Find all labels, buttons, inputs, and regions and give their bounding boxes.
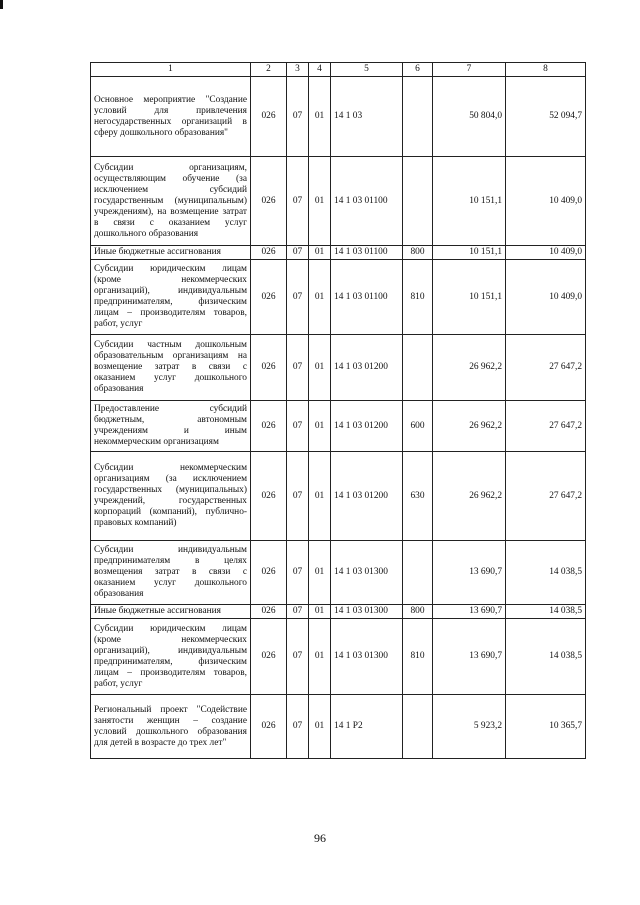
description-cell: Основное мероприятие "Создание условий для привлечения негосударственных организаций в сферу дошкольного образования" [91, 77, 251, 157]
amount-cell: 50 804,0 [433, 77, 506, 157]
admin-code-cell: 026 [251, 260, 287, 335]
amount-cell: 10 151,1 [433, 260, 506, 335]
amount-cell: 10 409,0 [506, 246, 586, 260]
amount-cell: 14 038,5 [506, 541, 586, 605]
amount-cell: 13 690,7 [433, 605, 506, 619]
budget-table [90, 62, 586, 759]
description-cell: Субсидии индивидуальным предпринимателям в целях возмещения затрат в связи с оказанием услуг дошкольного образования [91, 541, 251, 605]
page-number: 96 [314, 831, 326, 845]
description-cell: Субсидии юридическим лицам (кроме некоммерческих организаций), индивидуальным предпринимателям, физическим лицам – производителям товаров, работ, услуг [91, 260, 251, 335]
expense-type-cell [403, 77, 433, 157]
section-cell: 07 [287, 157, 309, 246]
table-row [91, 619, 586, 695]
subsection-cell: 01 [309, 695, 331, 759]
table-row [91, 77, 586, 157]
target-article-cell: 14 1 03 01100 [331, 246, 403, 260]
subsection-cell: 01 [309, 246, 331, 260]
amount-cell: 14 038,5 [506, 619, 586, 695]
table-row [91, 452, 586, 541]
header-cell: 3 [287, 63, 309, 77]
admin-code-cell: 026 [251, 541, 287, 605]
subsection-cell: 01 [309, 452, 331, 541]
amount-cell: 14 038,5 [506, 605, 586, 619]
admin-code-cell: 026 [251, 246, 287, 260]
admin-code-cell: 026 [251, 335, 287, 401]
target-article-cell: 14 1 03 01300 [331, 605, 403, 619]
section-cell: 07 [287, 541, 309, 605]
target-article-cell: 14 1 03 01100 [331, 260, 403, 335]
amount-cell: 10 365,7 [506, 695, 586, 759]
amount-cell: 10 151,1 [433, 157, 506, 246]
target-article-cell: 14 1 03 [331, 77, 403, 157]
expense-type-cell: 800 [403, 605, 433, 619]
subsection-cell: 01 [309, 335, 331, 401]
header-cell: 2 [251, 63, 287, 77]
table-row [91, 157, 586, 246]
section-cell: 07 [287, 619, 309, 695]
section-cell: 07 [287, 605, 309, 619]
amount-cell: 27 647,2 [506, 452, 586, 541]
section-cell: 07 [287, 335, 309, 401]
expense-type-cell [403, 335, 433, 401]
admin-code-cell: 026 [251, 619, 287, 695]
target-article-cell: 14 1 03 01300 [331, 541, 403, 605]
amount-cell: 27 647,2 [506, 335, 586, 401]
table-row [91, 335, 586, 401]
amount-cell: 26 962,2 [433, 401, 506, 452]
expense-type-cell [403, 541, 433, 605]
admin-code-cell: 026 [251, 77, 287, 157]
description-cell: Иные бюджетные ассигнования [91, 605, 251, 619]
amount-cell: 27 647,2 [506, 401, 586, 452]
header-cell: 1 [91, 63, 251, 77]
description-cell: Иные бюджетные ассигнования [91, 246, 251, 260]
expense-type-cell: 600 [403, 401, 433, 452]
expense-type-cell: 800 [403, 246, 433, 260]
section-cell: 07 [287, 695, 309, 759]
admin-code-cell: 026 [251, 401, 287, 452]
section-cell: 07 [287, 401, 309, 452]
expense-type-cell [403, 157, 433, 246]
subsection-cell: 01 [309, 541, 331, 605]
table-row [91, 401, 586, 452]
description-cell: Региональный проект "Содействие занятости женщин – создание условий дошкольного образования для детей в возрасте до трех лет" [91, 695, 251, 759]
header-cell: 8 [506, 63, 586, 77]
target-article-cell: 14 1 03 01200 [331, 335, 403, 401]
table-row [91, 541, 586, 605]
amount-cell: 13 690,7 [433, 619, 506, 695]
table-row [91, 260, 586, 335]
description-cell: Субсидии организациям, осуществляющим обучение (за исключением субсидий государственным (муниципальным) учреждениям), на возмещение затрат в связи с оказанием услуг дошкольного образования [91, 157, 251, 246]
amount-cell: 10 409,0 [506, 260, 586, 335]
header-cell: 6 [403, 63, 433, 77]
table-row [91, 605, 586, 619]
admin-code-cell: 026 [251, 157, 287, 246]
section-cell: 07 [287, 452, 309, 541]
section-cell: 07 [287, 77, 309, 157]
amount-cell: 26 962,2 [433, 452, 506, 541]
section-cell: 07 [287, 260, 309, 335]
admin-code-cell: 026 [251, 695, 287, 759]
description-cell: Субсидии некоммерческим организациям (за исключением государственных (муниципальных) учреждений, государственных корпораций (компаний), публично-правовых компаний) [91, 452, 251, 541]
description-cell: Субсидии частным дошкольным образовательным организациям на возмещение затрат в связи с оказанием услуг дошкольного образования [91, 335, 251, 401]
subsection-cell: 01 [309, 401, 331, 452]
subsection-cell: 01 [309, 260, 331, 335]
header-cell: 4 [309, 63, 331, 77]
expense-type-cell: 630 [403, 452, 433, 541]
target-article-cell: 14 1 03 01300 [331, 619, 403, 695]
target-article-cell: 14 1 03 01200 [331, 452, 403, 541]
subsection-cell: 01 [309, 77, 331, 157]
amount-cell: 10 409,0 [506, 157, 586, 246]
admin-code-cell: 026 [251, 452, 287, 541]
subsection-cell: 01 [309, 605, 331, 619]
header-cell: 7 [433, 63, 506, 77]
expense-type-cell: 810 [403, 260, 433, 335]
expense-type-cell [403, 695, 433, 759]
amount-cell: 52 094,7 [506, 77, 586, 157]
subsection-cell: 01 [309, 157, 331, 246]
amount-cell: 26 962,2 [433, 335, 506, 401]
amount-cell: 13 690,7 [433, 541, 506, 605]
amount-cell: 5 923,2 [433, 695, 506, 759]
subsection-cell: 01 [309, 619, 331, 695]
target-article-cell: 14 1 P2 [331, 695, 403, 759]
description-cell: Предоставление субсидий бюджетным, автономным учреждениям и иным некоммерческим организациям [91, 401, 251, 452]
header-cell: 5 [331, 63, 403, 77]
description-cell: Субсидии юридическим лицам (кроме некоммерческих организаций), индивидуальным предпринимателям, физическим лицам – производителям товаров, работ, услуг [91, 619, 251, 695]
target-article-cell: 14 1 03 01100 [331, 157, 403, 246]
section-cell: 07 [287, 246, 309, 260]
amount-cell: 10 151,1 [433, 246, 506, 260]
table-row [91, 246, 586, 260]
header-row [91, 63, 586, 77]
expense-type-cell: 810 [403, 619, 433, 695]
corner-mark [0, 0, 3, 9]
table-row [91, 695, 586, 759]
target-article-cell: 14 1 03 01200 [331, 401, 403, 452]
admin-code-cell: 026 [251, 605, 287, 619]
